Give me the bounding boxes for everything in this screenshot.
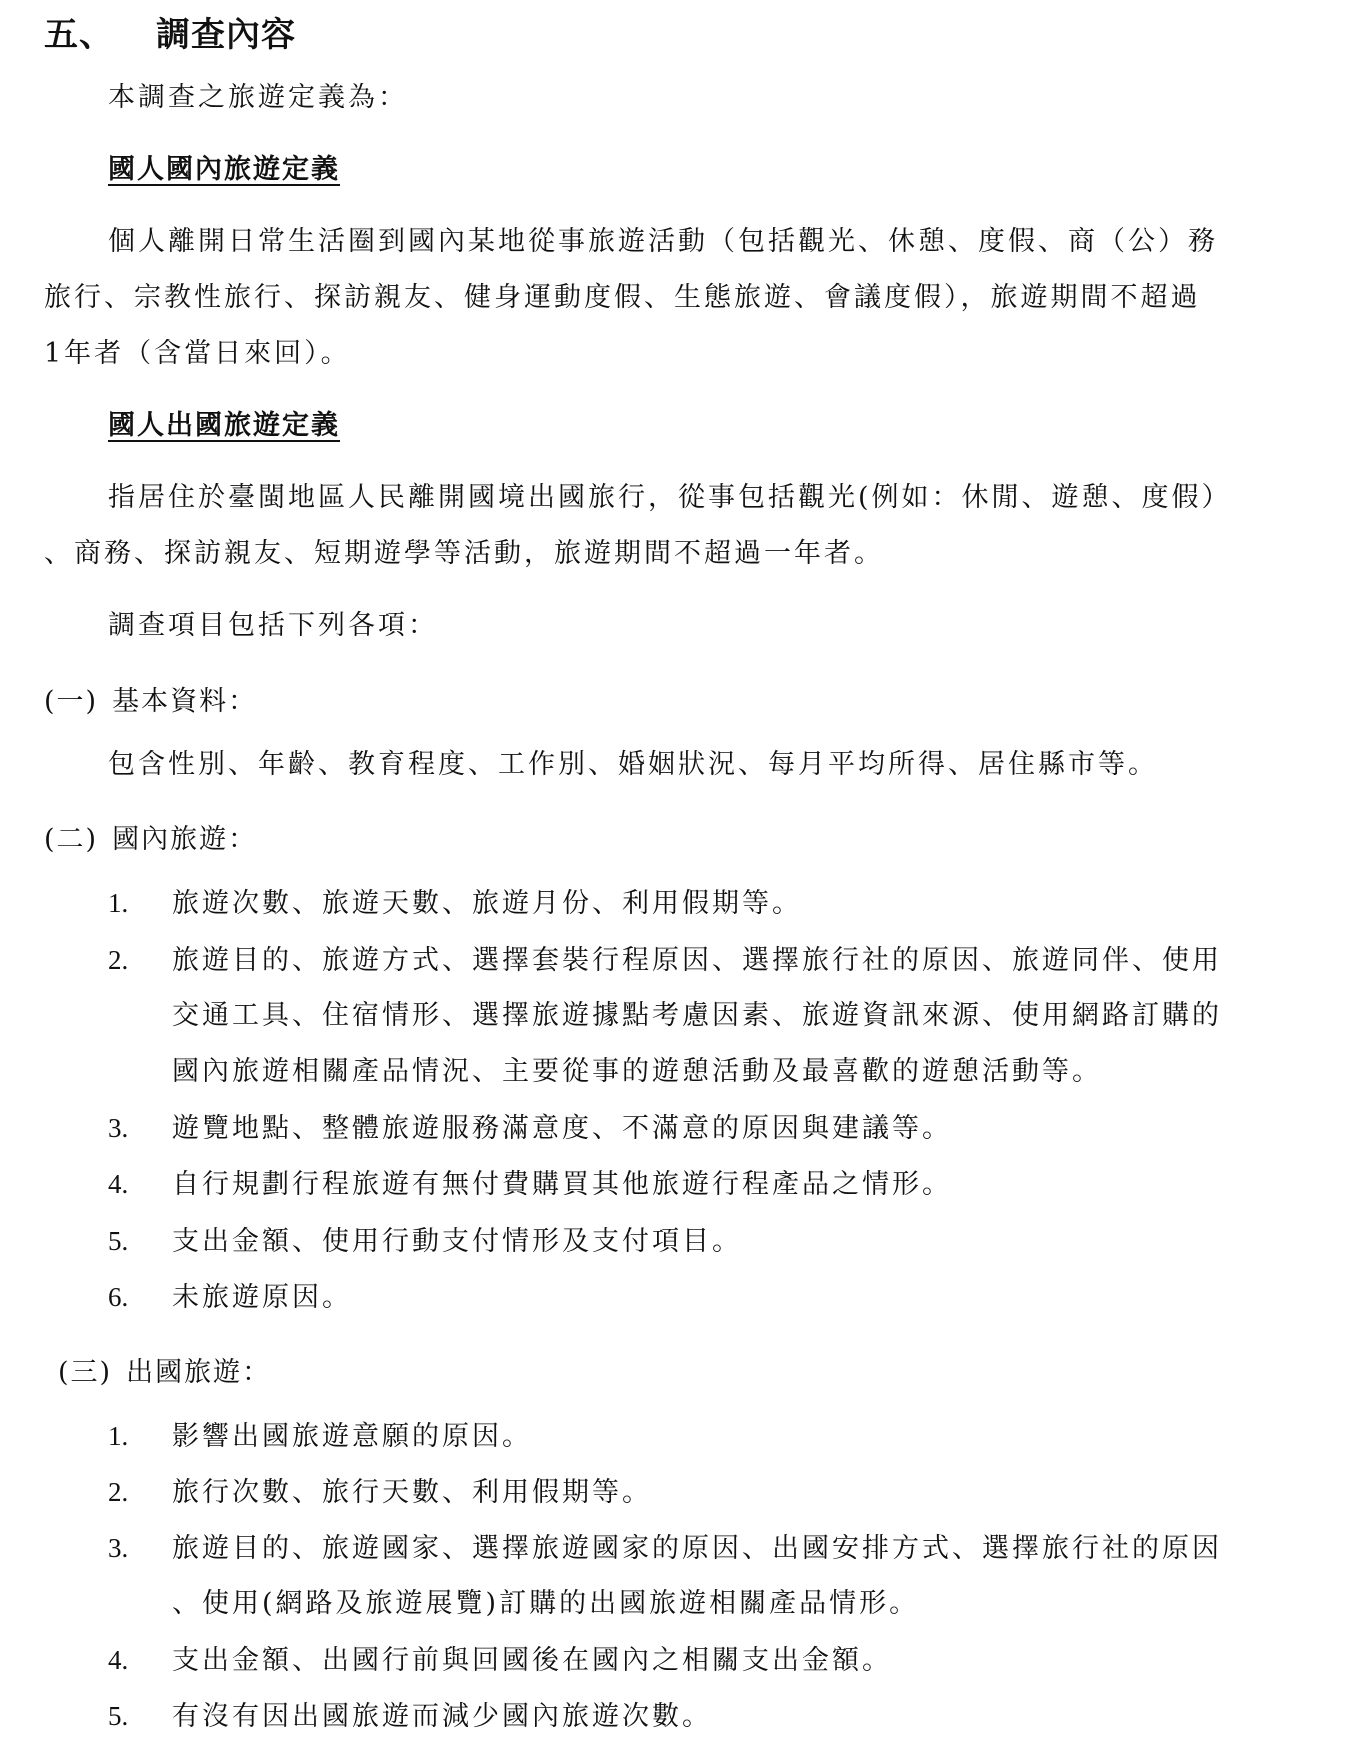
item-text: 自行規劃行程旅遊有無付費購買其他旅遊行程產品之情形。 — [172, 1169, 952, 1200]
domestic-item-2 — [108, 940, 1222, 981]
section-basic-info — [44, 682, 257, 722]
section-outbound-travel — [58, 1353, 271, 1393]
domestic-item-2-line-2: 交通工具、住宿情形、選擇旅遊據點考慮因素、旅遊資訊來源、使用網路訂購的 — [172, 1000, 1222, 1031]
item-number: 4. — [108, 1645, 129, 1675]
domestic-item-4 — [108, 1164, 952, 1205]
item-number: 1. — [108, 1421, 129, 1451]
section-title: 國內旅遊： — [112, 824, 258, 855]
domestic-definition-line-1: 個人離開日常生活圈到國內某地從事旅遊活動（包括觀光、休憩、度假、商（公）務 — [108, 226, 1218, 257]
outbound-item-2 — [108, 1472, 652, 1513]
item-number: 1. — [108, 888, 129, 918]
item-number: 6. — [108, 1282, 129, 1312]
item-number: 5. — [108, 1226, 129, 1256]
intro-text: 本調查之旅遊定義為： — [108, 82, 408, 113]
domestic-item-3 — [108, 1108, 952, 1149]
item-text: 支出金額、出國行前與回國後在國內之相關支出金額。 — [172, 1645, 892, 1676]
item-number: 3. — [108, 1533, 129, 1563]
section-title: 出國旅遊： — [126, 1357, 272, 1388]
item-text: 遊覽地點、整體旅遊服務滿意度、不滿意的原因與建議等。 — [172, 1113, 952, 1144]
outbound-definition-line-2: 、商務、探訪親友、短期遊學等活動，旅遊期間不超過一年者。 — [44, 538, 884, 569]
item-number: 3. — [108, 1113, 129, 1143]
section-tag: (一) — [44, 686, 99, 717]
section-domestic-travel — [44, 820, 257, 860]
item-text: 影響出國旅遊意願的原因。 — [172, 1421, 532, 1452]
item-text: 旅遊目的、旅遊國家、選擇旅遊國家的原因、出國安排方式、選擇旅行社的原因 — [172, 1533, 1222, 1564]
domestic-item-6 — [108, 1277, 352, 1318]
outbound-item-3 — [108, 1528, 1222, 1569]
section-number: 五、 — [44, 15, 114, 55]
section-title: 基本資料： — [112, 686, 258, 717]
outbound-item-5 — [108, 1696, 712, 1737]
items-intro-text: 調查項目包括下列各項： — [108, 610, 438, 641]
basic-info-text: 包含性別、年齡、教育程度、工作別、婚姻狀況、每月平均所得、居住縣市等。 — [108, 749, 1158, 780]
section-tag: (二) — [44, 824, 99, 855]
outbound-item-1 — [108, 1416, 532, 1457]
item-text: 未旅遊原因。 — [172, 1282, 352, 1313]
outbound-definition-line-1: 指居住於臺閩地區人民離開國境出國旅行，從事包括觀光(例如：休閒、遊憩、度假） — [108, 482, 1232, 513]
item-text: 支出金額、使用行動支付情形及支付項目。 — [172, 1226, 742, 1257]
domestic-item-2-line-3: 國內旅遊相關產品情況、主要從事的遊憩活動及最喜歡的遊憩活動等。 — [172, 1056, 1102, 1087]
item-text: 旅行次數、旅行天數、利用假期等。 — [172, 1477, 652, 1508]
domestic-definition-line-3: 1年者（含當日來回）。 — [44, 338, 351, 369]
domestic-definition-title: 國人國內旅遊定義 — [108, 154, 340, 185]
item-text: 旅遊目的、旅遊方式、選擇套裝行程原因、選擇旅行社的原因、旅遊同伴、使用 — [172, 945, 1222, 976]
item-number: 5. — [108, 1701, 129, 1731]
domestic-item-1 — [108, 883, 802, 924]
outbound-item-4 — [108, 1640, 892, 1681]
item-text: 旅遊次數、旅遊天數、旅遊月份、利用假期等。 — [172, 888, 802, 919]
item-number: 2. — [108, 1477, 129, 1507]
outbound-item-3-line-2: 、使用(網路及旅遊展覽)訂購的出國旅遊相關產品情形。 — [172, 1588, 920, 1619]
section-title: 調查內容 — [156, 15, 296, 55]
outbound-definition-title: 國人出國旅遊定義 — [108, 410, 340, 441]
domestic-definition-line-2: 旅行、宗教性旅行、探訪親友、健身運動度假、生態旅遊、會議度假），旅遊期間不超過 — [44, 282, 1201, 313]
section-tag: (三) — [58, 1357, 113, 1388]
item-number: 2. — [108, 945, 129, 975]
item-number: 4. — [108, 1169, 129, 1199]
domestic-item-5 — [108, 1221, 742, 1262]
section-heading — [44, 10, 296, 60]
item-text: 有沒有因出國旅遊而減少國內旅遊次數。 — [172, 1701, 712, 1732]
